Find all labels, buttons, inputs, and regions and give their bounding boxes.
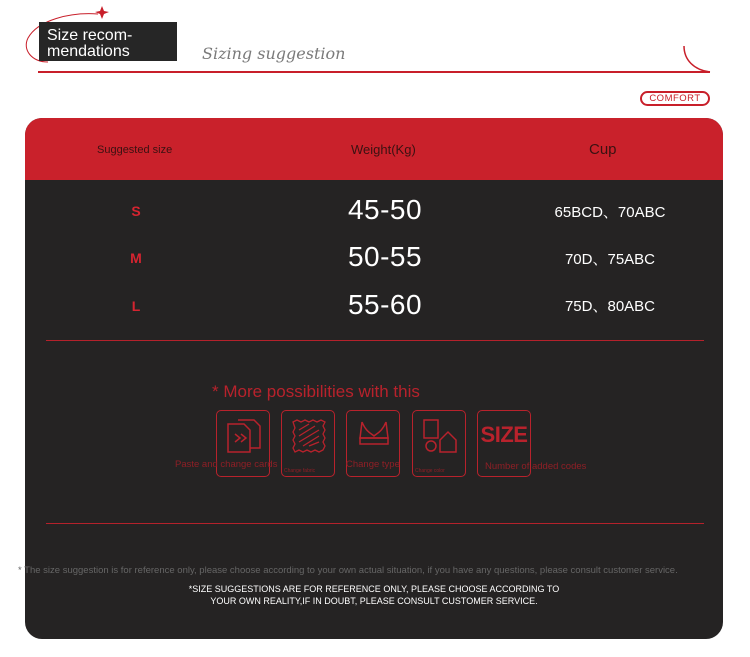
row-cup-s: 65BCD、70ABC bbox=[554, 204, 666, 221]
type-caption: Change type bbox=[346, 459, 400, 470]
header-divider bbox=[38, 71, 710, 73]
table-header bbox=[25, 118, 723, 180]
column-header-cup: Cup bbox=[589, 141, 617, 158]
divider-bottom bbox=[46, 523, 704, 524]
page-title bbox=[39, 22, 177, 61]
title-line-2: mendations bbox=[47, 43, 130, 60]
fabric-icon bbox=[289, 416, 329, 456]
row-weight-s: 45-50 bbox=[347, 194, 423, 225]
row-size-l: L bbox=[131, 298, 141, 314]
added-codes-caption: Number of added codes bbox=[485, 461, 587, 472]
divider-top bbox=[46, 340, 704, 341]
uppercase-disclaimer bbox=[25, 583, 723, 607]
color-option bbox=[412, 410, 466, 477]
row-size-m: M bbox=[130, 250, 142, 266]
color-shapes-icon bbox=[420, 416, 460, 456]
comfort-badge: COMFORT bbox=[640, 91, 710, 106]
cards-icon bbox=[224, 416, 264, 456]
reference-note: * The size suggestion is for reference only, please choose according to your own actual situation, if you have any questions, please consult customer service. bbox=[18, 565, 678, 576]
row-weight-l: 55-60 bbox=[347, 289, 423, 320]
paste-cards-caption: Paste and change cards bbox=[175, 459, 278, 470]
column-header-weight: Weight(Kg) bbox=[351, 142, 416, 157]
fabric-option bbox=[281, 410, 335, 477]
size-chart-card bbox=[25, 118, 723, 639]
row-size-s: S bbox=[131, 203, 141, 219]
row-weight-m: 50-55 bbox=[347, 241, 423, 272]
row-cup-m: 70D、75ABC bbox=[564, 251, 656, 268]
column-header-size: Suggested size bbox=[97, 144, 173, 156]
fabric-caption: Change fabric bbox=[284, 468, 316, 474]
more-possibilities-heading: * More possibilities with this bbox=[212, 382, 420, 401]
size-word: SIZE bbox=[480, 422, 528, 447]
header-curve-ornament bbox=[678, 44, 714, 74]
row-cup-l: 75D、80ABC bbox=[564, 298, 656, 315]
page-subtitle: Sizing suggestion bbox=[202, 44, 346, 63]
color-caption: Change color bbox=[415, 468, 445, 474]
bra-type-icon bbox=[354, 416, 394, 456]
title-line-1: Size recom- bbox=[47, 27, 133, 44]
disclaimer-line-2: YOUR OWN REALITY,IF IN DOUBT, PLEASE CONSULT CUSTOMER SERVICE. bbox=[210, 596, 538, 606]
disclaimer-line-1: *SIZE SUGGESTIONS ARE FOR REFERENCE ONLY, PLEASE CHOOSE ACCORDING TO bbox=[188, 584, 560, 594]
